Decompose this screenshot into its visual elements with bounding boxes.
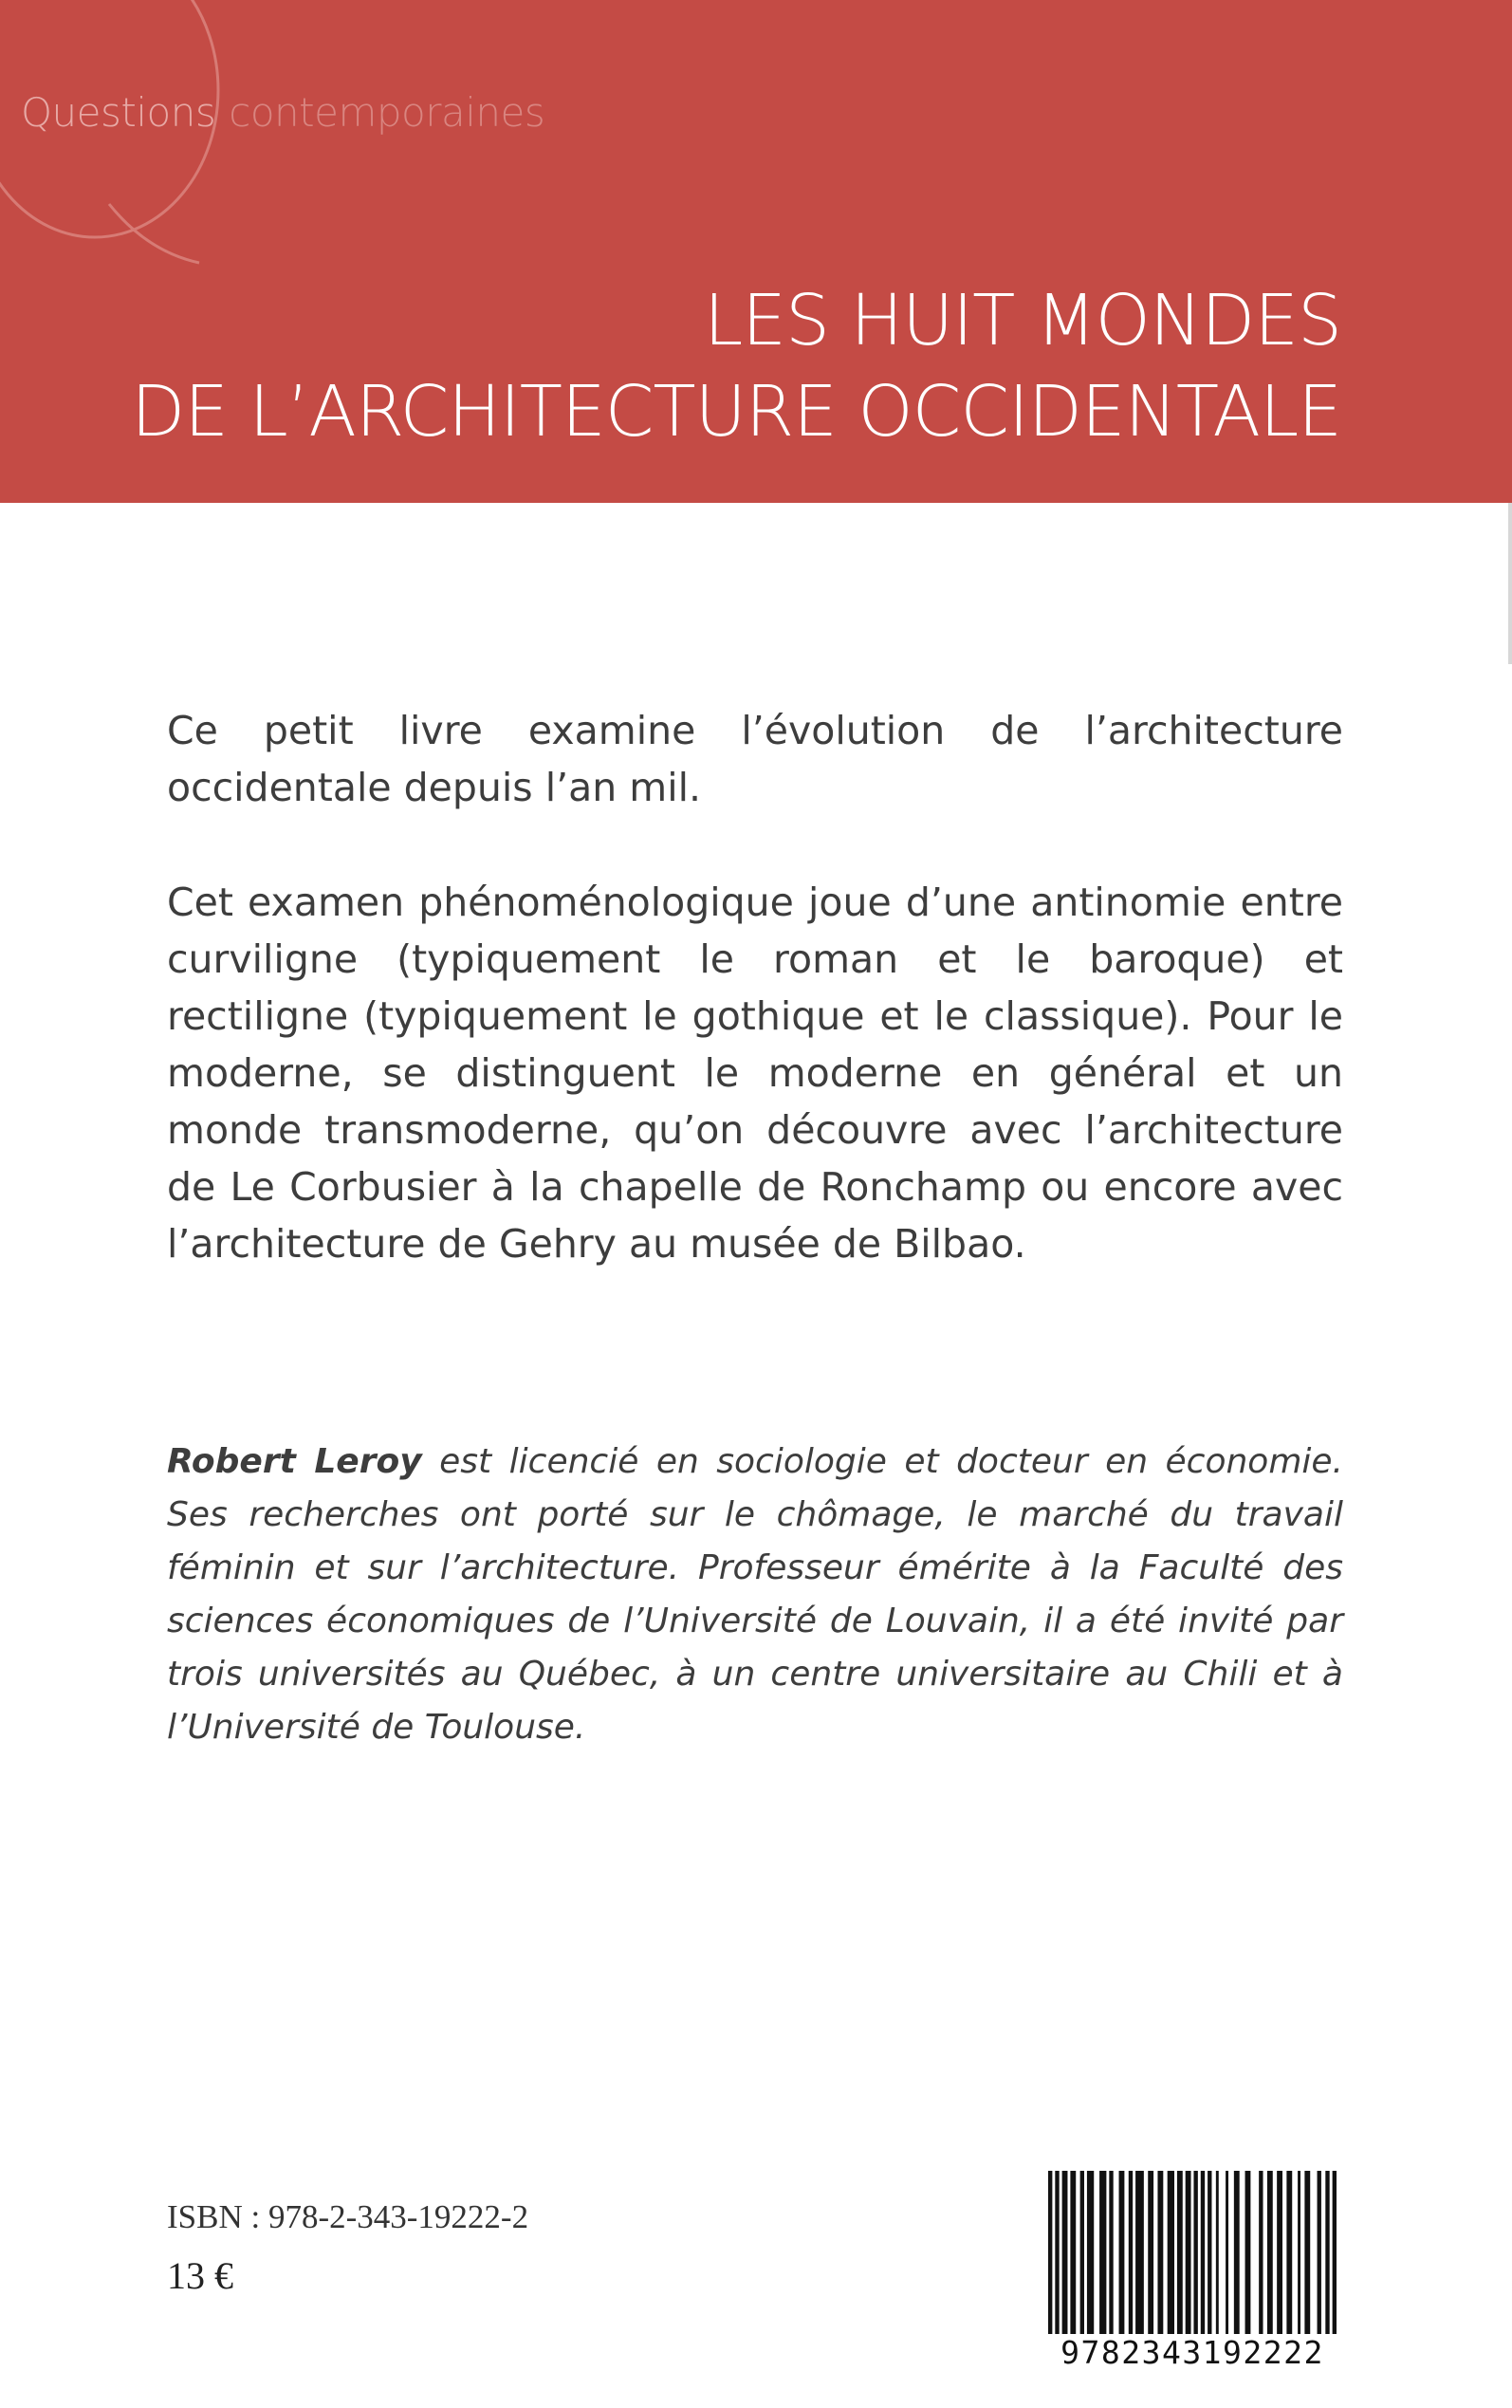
- price-label: 13 €: [167, 2254, 233, 2297]
- barcode-bar: [1286, 2171, 1292, 2334]
- barcode-bar: [1055, 2171, 1059, 2334]
- barcode-bar: [1216, 2171, 1219, 2334]
- barcode-bar: [1119, 2171, 1125, 2334]
- barcode-bar: [1259, 2171, 1263, 2334]
- spine-edge: [1508, 503, 1512, 664]
- barcode-bar: [1168, 2171, 1174, 2334]
- barcode-digits: 9782343192222: [1042, 2334, 1343, 2372]
- header-band: [0, 0, 1512, 503]
- book-title: [131, 275, 1341, 457]
- barcode-bar: [1087, 2171, 1094, 2334]
- barcode-bar: [1267, 2171, 1273, 2334]
- book-title-line-2: DE L’ARCHITECTURE OCCIDENTALE: [131, 371, 1341, 453]
- summary-paragraph-2: Cet examen phénoménologique joue d’une antinomie entre curviligne (typiquement le roman et le baroque) et rectiligne (typiquement le gothique et le classique). Pour le moderne, se distinguent le moderne en général et un monde transmoderne, qu’on découvre avec l’architecture de Le Corbusier à la chapelle de Ronchamp ou encore avec l’architecture de Gehry au musée de Bilbao.: [167, 880, 1343, 1267]
- barcode-bar: [1070, 2171, 1076, 2334]
- barcode-bar: [1325, 2171, 1329, 2334]
- author-bio-text: est licencié en sociologie et docteur en économie. Ses recherches ont porté sur le chômage, le marché du travail féminin et sur l’architecture. Professeur émérite à la Faculté des sciences économiques de l’Université de Louvain, il a été invité par trois universités au Québec, à un centre universitaire au Chili et à l’Université de Toulouse.: [167, 1442, 1343, 1747]
- barcode-bar: [1129, 2171, 1133, 2334]
- barcode-bar: [1080, 2171, 1084, 2334]
- book-title-line-1: LES HUIT MONDES: [704, 280, 1341, 361]
- barcode-bar: [1245, 2171, 1251, 2334]
- author-bio: [167, 1436, 1343, 1754]
- barcode-bar: [1193, 2171, 1197, 2334]
- barcode-bar: [1318, 2171, 1321, 2334]
- barcode-bar: [1304, 2171, 1310, 2334]
- barcode-bar: [1148, 2171, 1153, 2334]
- barcode-bar: [1226, 2171, 1228, 2334]
- barcode-bar: [1186, 2171, 1191, 2334]
- barcode-bar: [1157, 2171, 1163, 2334]
- barcode-bar: [1333, 2171, 1337, 2334]
- barcode-bar: [1048, 2171, 1052, 2334]
- author-name: Robert Leroy: [167, 1442, 422, 1481]
- series-name: [21, 89, 544, 136]
- barcode-bar: [1177, 2171, 1183, 2334]
- barcode-bar: [1298, 2171, 1300, 2334]
- barcode-bar: [1062, 2171, 1068, 2334]
- barcode-bar: [1234, 2171, 1240, 2334]
- isbn-label: ISBN : 978-2-343-19222-2: [167, 2198, 529, 2235]
- barcode: [1042, 2163, 1343, 2374]
- series-word-questions: Questions: [21, 89, 216, 136]
- barcode-bar: [1277, 2171, 1282, 2334]
- barcode-bar: [1109, 2171, 1113, 2334]
- summary-paragraph-1: Ce petit livre examine l’évolution de l’architecture occidentale depuis l’an mil.: [167, 708, 1343, 810]
- barcode-bar: [1201, 2171, 1205, 2334]
- barcode-bar: [1099, 2171, 1106, 2334]
- barcode-bar: [1135, 2171, 1144, 2334]
- series-word-contemporaines: contemporaines: [229, 89, 545, 136]
- barcode-bars-icon: [1042, 2163, 1343, 2334]
- barcode-bar: [1208, 2171, 1211, 2334]
